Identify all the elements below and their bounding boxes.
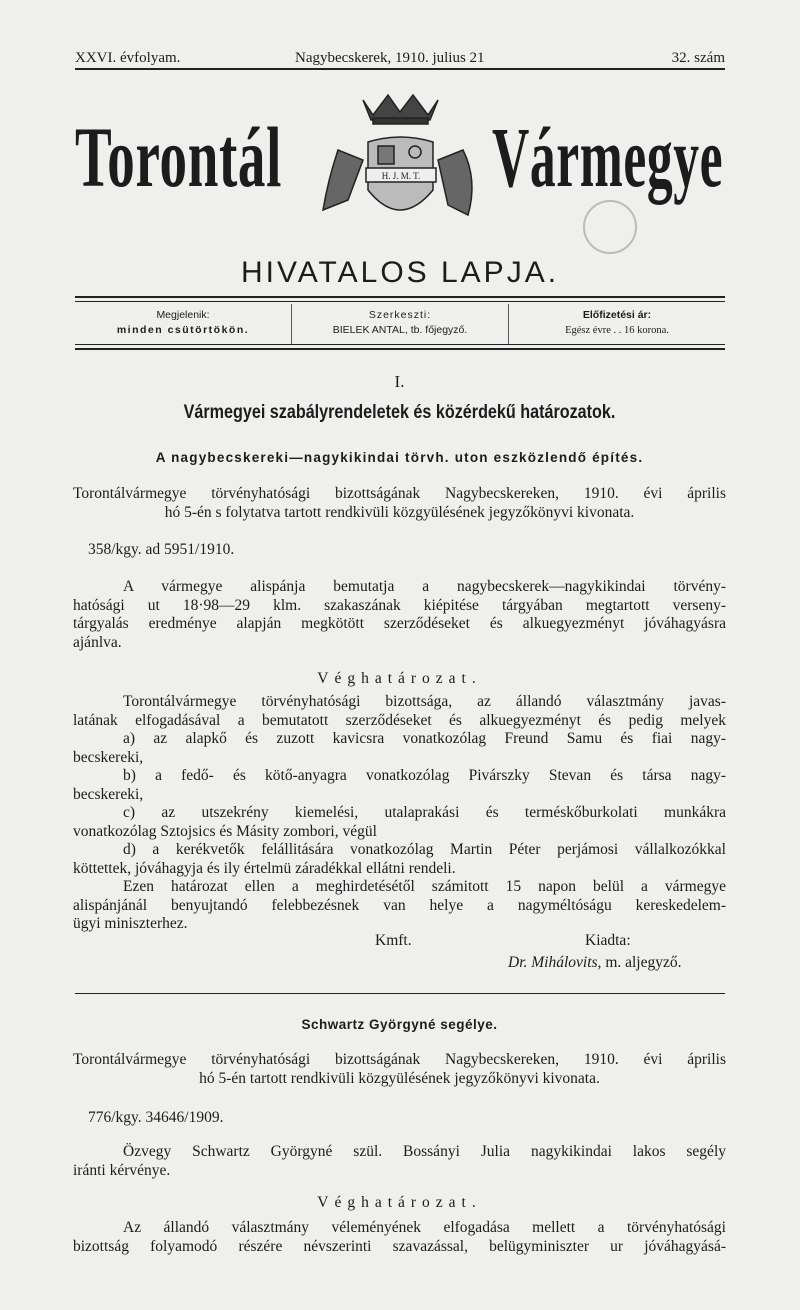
intro-paragraph: Torontálvármegye törvényhatósági bizottságának Nagybecskereken, 1910. évi április hó 5-én tartott rendkivüli közgyülésének jegyzőkönyvi kivonata. — [73, 1051, 726, 1087]
title-right: Vármegye — [492, 109, 724, 205]
masthead-rule — [75, 68, 725, 70]
petition-paragraph: Özvegy Schwartz Györgyné szül. Bossányi Julia nagykikindai lakos segély iránti kérvénye. — [73, 1143, 726, 1179]
rule — [75, 348, 725, 350]
reference-number: 358/kgy. ad 5951/1910. — [88, 541, 235, 558]
decision-line: a) az alapkő és zuzott kavicsra vonatkozólag Freund Samu és fiai nagy- — [123, 730, 726, 747]
decision-line: Ezen határozat ellen a meghirdetésétől számitott 15 napon belül a vármegye — [123, 878, 726, 895]
signature — [508, 954, 682, 972]
decision-line: b) a fedő- és kötő-anyagra vonatkozólag Pivárszky Stevan és társa nagy- — [123, 767, 726, 784]
masthead — [75, 50, 725, 68]
info-box — [75, 304, 725, 344]
kmft: Kmft. — [375, 932, 412, 949]
decision-text — [73, 693, 726, 934]
subtitle: HIVATALOS LAPJA. — [240, 256, 560, 289]
decision-line: alispánjánál benyujtandó felebbezésnek van helye a nagyméltóságu kereskedelem- — [73, 896, 726, 914]
section-heading: Vármegyei szabályrendeletek és közérdekű határozatok. — [183, 402, 616, 423]
decision-line: d) a kerékvetők felállitására vonatkozólag Martin Péter perjámosi vállalkozókkal — [123, 841, 726, 858]
article-heading: A nagybecskereki—nagykikindai törvh. uton eszközlendő építés. — [155, 450, 644, 465]
signer-role: m. aljegyző. — [605, 954, 682, 971]
decision-line: c) az utszekrény kiemelési, utalaprakási és terméskőburkolati munkákra — [123, 804, 726, 821]
decision-line: becskereki, — [73, 785, 144, 803]
volume: XXVI. évfolyam. — [75, 50, 181, 66]
library-stamp — [575, 195, 645, 260]
decision-line: Torontálvármegye törvényhatósági bizottsága, az állandó választmány javas- — [123, 693, 726, 710]
signer-name: Dr. Mihálovits, — [508, 954, 602, 971]
place-date: Nagybecskerek, 1910. julius 21 — [295, 50, 485, 66]
article-heading: Schwartz Györgyné segélye. — [301, 1017, 498, 1032]
decision-title: Véghatározat. — [317, 1194, 482, 1211]
decision-text: Az állandó választmány véleményének elfogadása mellett a törvényhatósági bizottság folyamodó részére névszerinti szavazással, belügyminiszter ur jóváhagyásá- — [73, 1219, 726, 1255]
crest-lettering: H. J. M. T. — [381, 171, 421, 181]
decision-line: vonatkozólag Sztojsics és Másity zombori, végül — [73, 822, 377, 840]
info-subscription: Előfizetési ár: Egész évre . . 16 korona. — [508, 304, 725, 344]
decision-title: Véghatározat. — [317, 670, 482, 687]
coat-of-arms-crest — [318, 80, 483, 240]
section-divider — [75, 993, 725, 994]
info-published: Megjelenik: minden csütörtökön. — [116, 309, 250, 336]
decision-line: köttettek, jóváhagyja és ily értelmü záradékkal ellátni rendeli. — [73, 859, 456, 877]
decision-line: ügyi miniszterhez. — [73, 915, 188, 932]
rule — [75, 301, 725, 302]
title-left: Torontál — [75, 109, 283, 205]
proposal-paragraph: A vármegye alispánja bemutatja a nagybecskerek—nagykikindai törvény- hatósági ut 18·98—29 klm. szakaszának kiépitése tárgyában megtartott verseny- tárgyalás eredménye alapján megkötött szerződéseket és alkuegyezményt jóváhagyásra ajánlva. — [73, 578, 726, 651]
rule — [75, 296, 725, 298]
reference-number: 776/kgy. 34646/1909. — [88, 1109, 224, 1126]
kiadta: Kiadta: — [585, 932, 631, 949]
decision-line: latának elfogadásával a bemutatott szerződéseket és alkuegyezményt és pedig melyek — [73, 711, 726, 729]
issue-number: 32. szám — [671, 50, 725, 66]
section-number: I. — [394, 372, 405, 391]
intro-paragraph: Torontálvármegye törvényhatósági bizottságának Nagybecskereken, 1910. évi április hó 5-én s folytatva tartott rendkivüli közgyülésének jegyzőkönyvi kivonata. — [73, 485, 726, 521]
decision-line: becskereki, — [73, 748, 144, 766]
info-editor: Szerkeszti: BIELEK ANTAL, tb. főjegyző. — [291, 304, 508, 344]
rule — [75, 344, 725, 345]
